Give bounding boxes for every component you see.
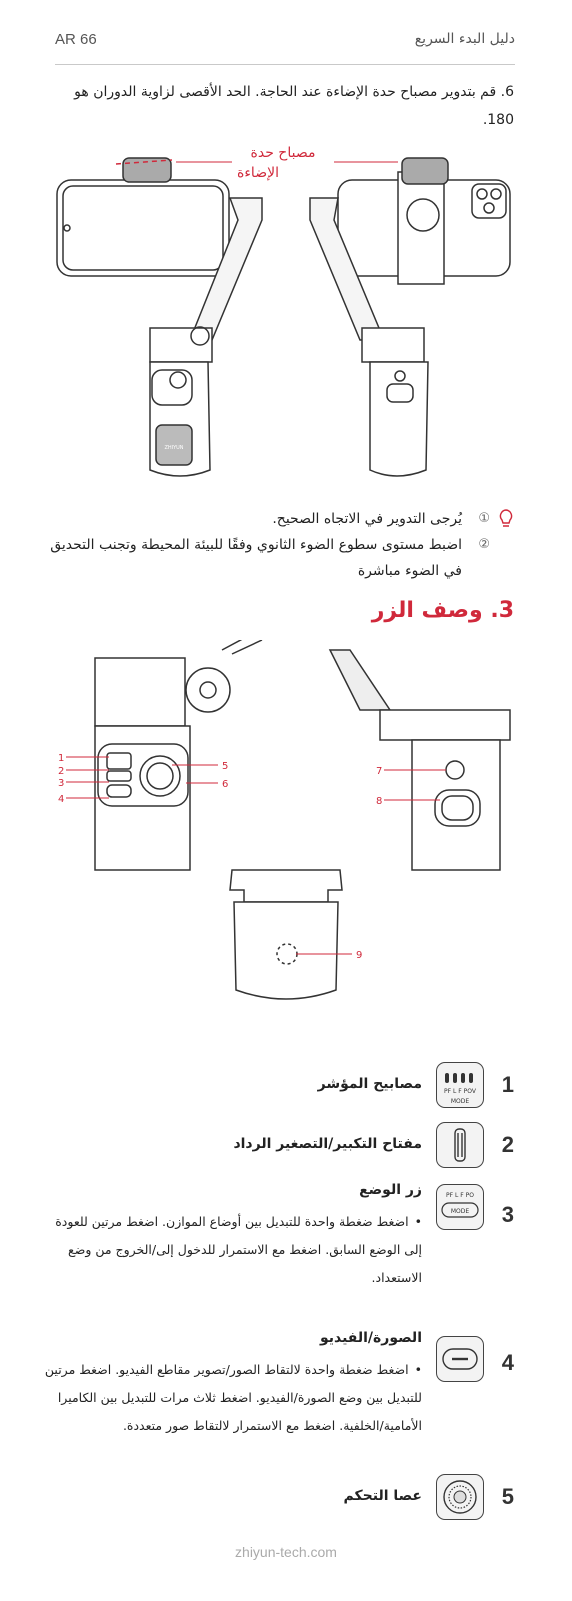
tip-2 xyxy=(44,532,514,584)
callout-label-9: 9 xyxy=(356,950,363,961)
callout-label-6: 6 xyxy=(222,779,229,790)
svg-text:MODE: MODE xyxy=(450,1098,470,1105)
item-joystick xyxy=(44,1474,514,1520)
fill-light-callout-line2: الإضاءة xyxy=(237,165,279,181)
item-4-title: الصورة/الفيديو xyxy=(319,1330,422,1346)
item-3-description: •اضغط ضغطة واحدة للتبديل بين أوضاع الموازن. اضغط مرتين للعودة إلى الوضع السابق. اضغط مع الاستمرار للدخول إلى/الخروج من وضع الاستعداد. xyxy=(55,1214,422,1285)
callout-label-3: 3 xyxy=(58,778,65,789)
item-mode-button xyxy=(44,1184,514,1334)
handle-brand-logo: ZHIYUN xyxy=(164,445,184,451)
page-header xyxy=(55,26,515,52)
callout-label-1: 1 xyxy=(58,753,65,764)
callout-label-2: 2 xyxy=(58,766,65,777)
item-5-title: عصا التحكم xyxy=(343,1488,422,1504)
tip-1-text: يُرجى التدوير في الاتجاه الصحيح. xyxy=(272,511,462,527)
guide-title: دليل البدء السريع xyxy=(414,31,515,47)
step-6-text: 6. قم بتدوير مصباح حدة الإضاءة عند الحاجة. الحد الأقصى لزاوية الدوران هو 180. xyxy=(74,84,514,128)
header-divider xyxy=(55,64,515,65)
tip-2-text: اضبط مستوى سطوع الضوء الثانوي وفقًا للبيئة المحيطة وتجنب التحديق في الضوء مباشرة xyxy=(50,537,462,579)
item-zoom-wheel xyxy=(44,1122,514,1168)
indicator-lights-icon xyxy=(436,1062,484,1108)
svg-text:PF L F POV: PF L F POV xyxy=(444,1088,476,1095)
photo-video-button-icon xyxy=(436,1336,484,1382)
section-title: 3. وصف الزر xyxy=(371,598,514,623)
item-3-number: 3 xyxy=(501,1202,514,1227)
tip-1-number: ① xyxy=(478,511,490,526)
gimbal-fill-light-figure xyxy=(0,140,572,490)
callout-label-4: 4 xyxy=(58,794,65,805)
item-5-number: 5 xyxy=(501,1484,514,1509)
tips-block xyxy=(44,506,514,584)
item-4-number: 4 xyxy=(501,1350,514,1375)
item-1-title: مصابيح المؤشر xyxy=(317,1076,422,1092)
svg-text:MODE: MODE xyxy=(450,1208,470,1215)
item-3-title: زر الوضع xyxy=(359,1182,422,1198)
item-2-number: 2 xyxy=(501,1132,514,1157)
item-2-title: مفتاح التكبير/التصغير الرداد xyxy=(233,1136,422,1152)
button-layout-figure xyxy=(0,640,572,1030)
joystick-icon xyxy=(436,1474,484,1520)
svg-text:PF L F PO: PF L F PO xyxy=(446,1192,474,1199)
fill-light-callout-line1: مصباح حدة xyxy=(250,145,316,161)
tip-1 xyxy=(44,506,514,532)
zoom-wheel-icon xyxy=(436,1122,484,1168)
item-4-description: •اضغط ضغطة واحدة لالتقاط الصور/تصوير مقاطع الفيديو. اضغط مرتين للتبديل بين وضع الصورة/الفيديو. اضغط ثلاث مرات للتبديل بين الكاميرا الأمامية/الخلفية. اضغط مع الاستمرار لالتقاط صور متعددة. xyxy=(44,1362,422,1433)
item-1-number: 1 xyxy=(501,1072,514,1097)
item-indicator-lights xyxy=(44,1062,514,1108)
callout-label-7: 7 xyxy=(376,766,383,777)
item-photo-video xyxy=(44,1330,514,1460)
footer-url: zhiyun-tech.com xyxy=(235,1544,337,1560)
callout-label-8: 8 xyxy=(376,796,383,807)
callout-label-5: 5 xyxy=(222,761,229,772)
mode-button-icon xyxy=(436,1184,484,1230)
page-code: AR 66 xyxy=(55,30,97,48)
tip-2-number: ② xyxy=(478,537,490,552)
